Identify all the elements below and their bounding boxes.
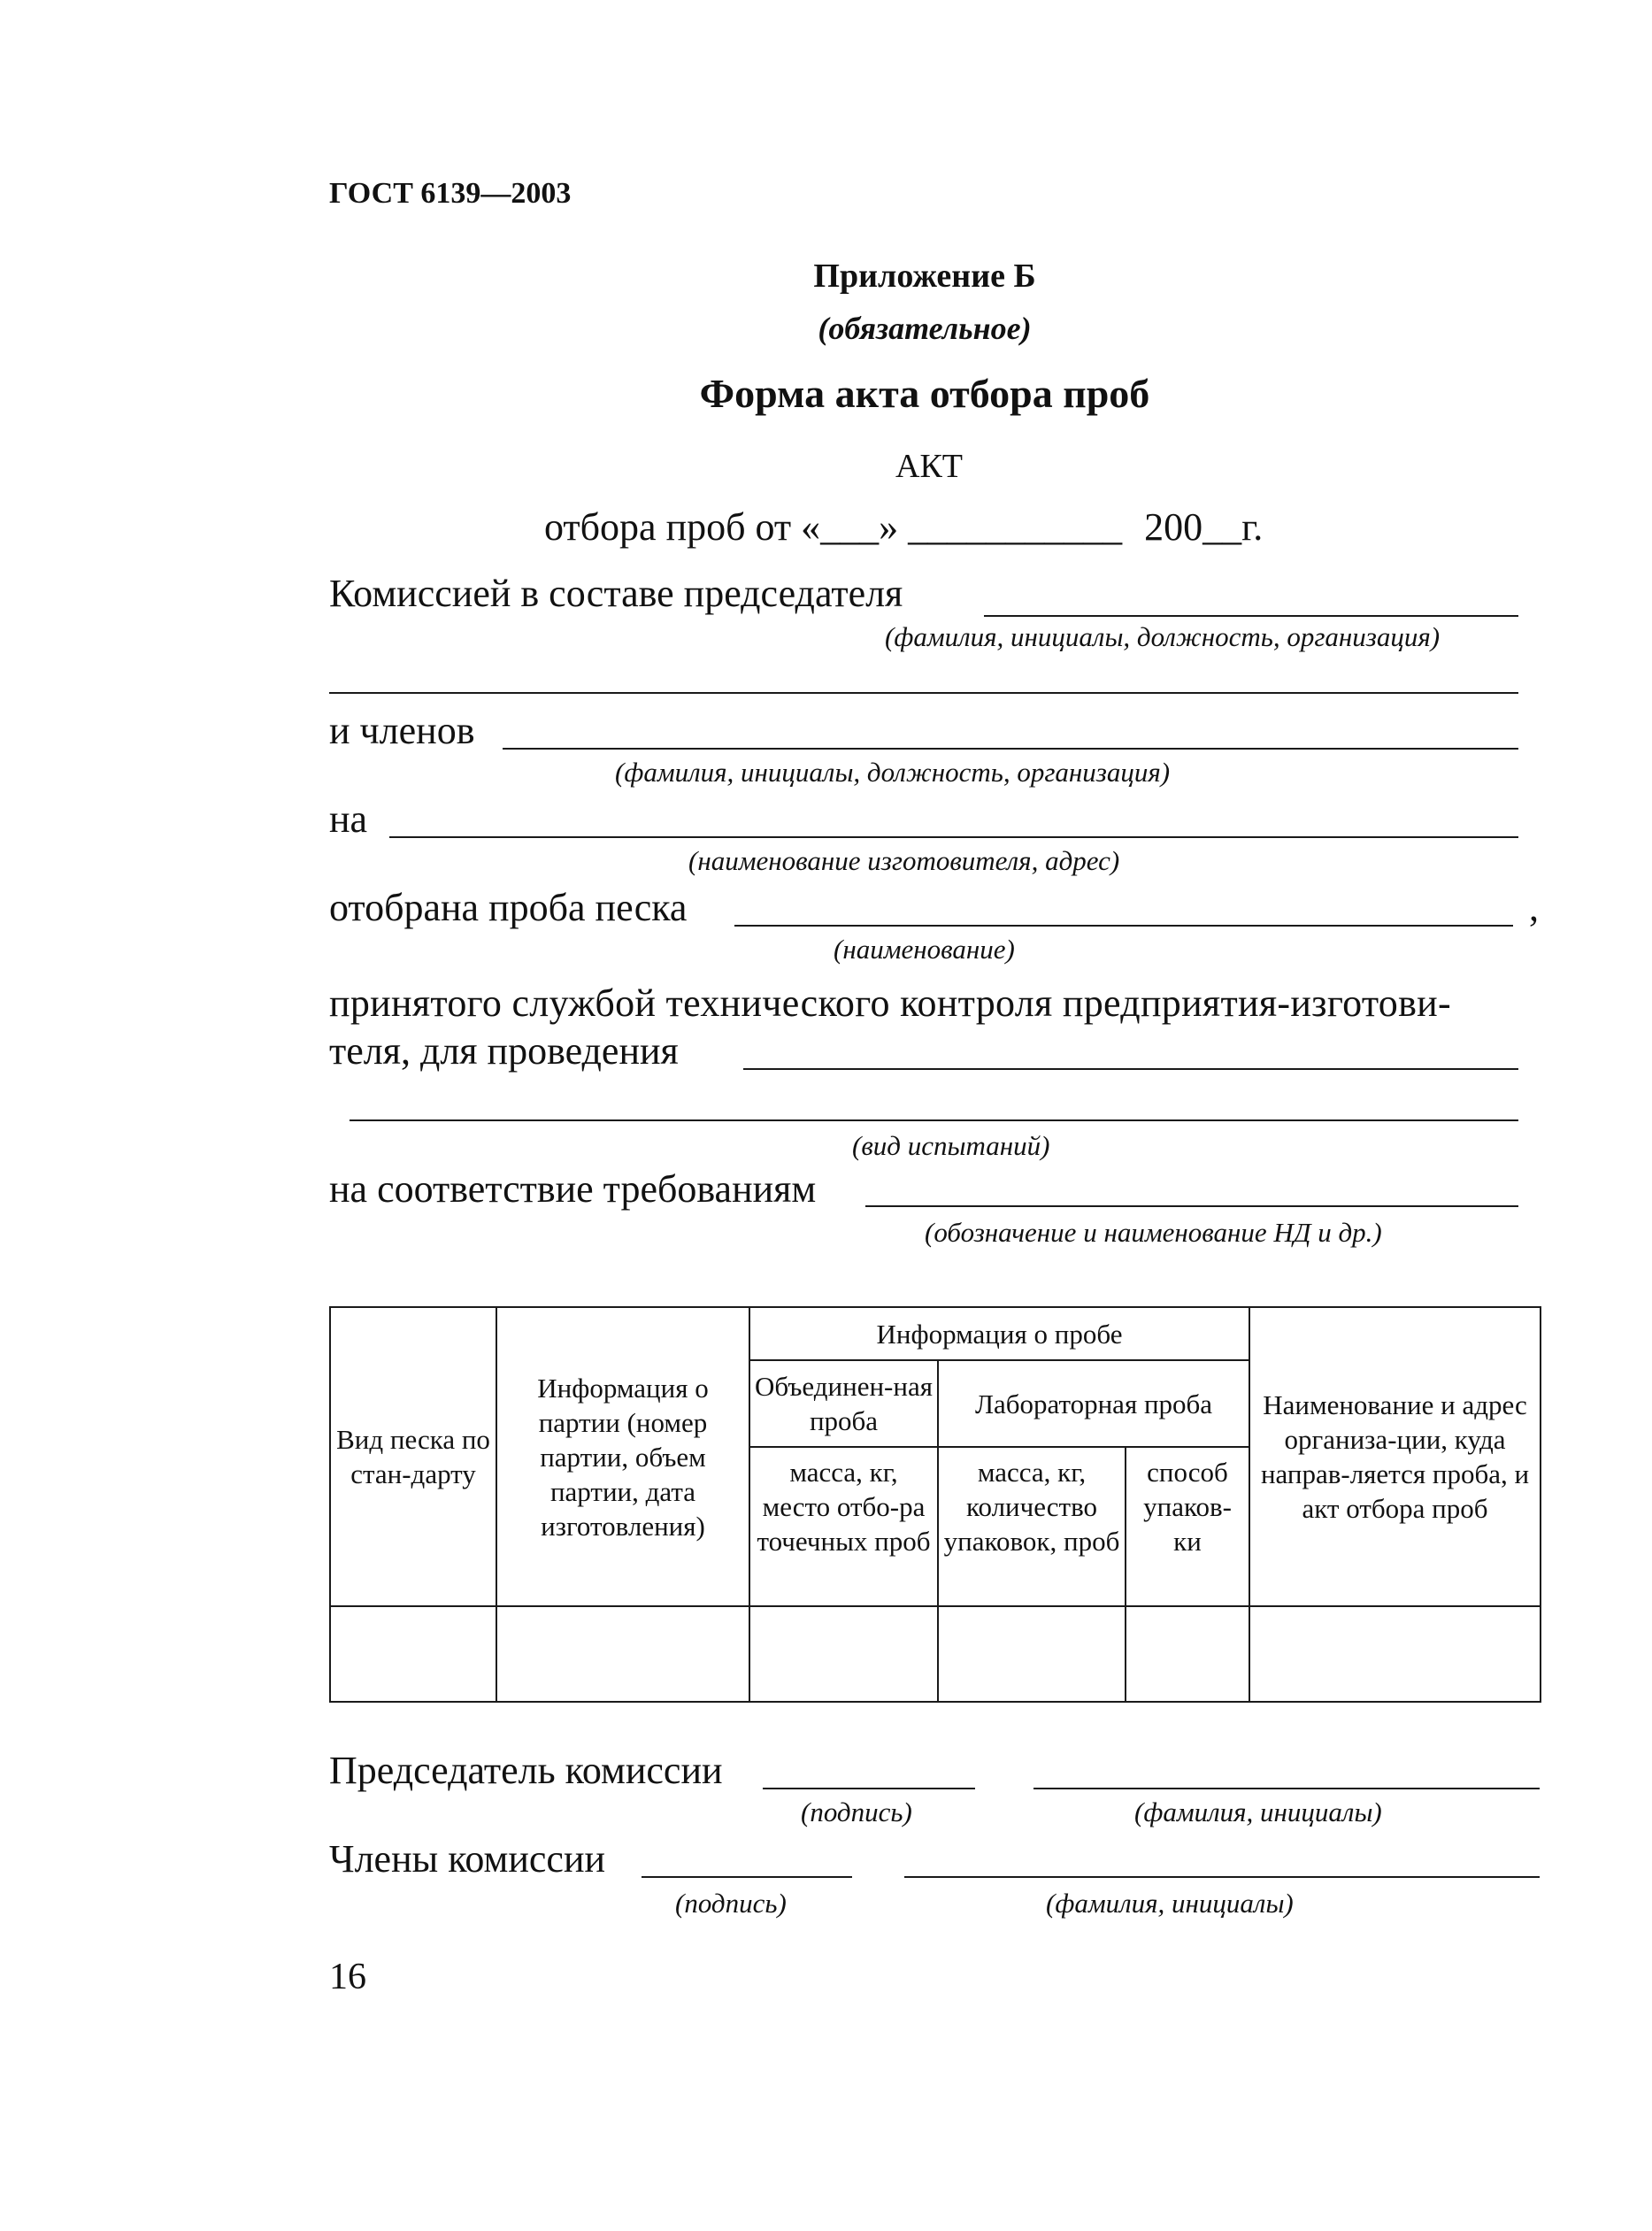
members-signature-hint: (подпись) [675,1888,787,1919]
accepted-text: принятого службой технического контроля предприятия-изготови- [329,981,1451,1025]
date-year: 200__г. [1144,505,1264,549]
header-destination: Наименование и адрес организа-ции, куда направ-ляется проба, и акт отбора проб [1249,1307,1541,1606]
samples-table [329,1306,1541,1703]
compliance-field[interactable] [865,1205,1518,1207]
chairman-signature-hint: (подпись) [801,1796,912,1827]
header-sand-type: Вид песка по стан-дарту [330,1307,496,1606]
compliance-label: на соответствие требованиям [329,1167,817,1211]
members-signature-label: Члены комиссии [329,1837,606,1881]
chairman-field-continued[interactable] [329,692,1518,694]
purpose-hint: (вид испытаний) [852,1130,1050,1161]
members-signature-field[interactable] [642,1876,852,1878]
members-field[interactable] [503,748,1518,750]
page-number: 16 [329,1957,366,1997]
at-hint: (наименование изготовителя, адрес) [688,845,1120,876]
table-cell[interactable] [938,1606,1126,1702]
header-combined-mass: масса, кг, место отбо-ра точечных проб [749,1447,938,1606]
at-label: на [329,797,368,841]
members-name-hint: (фамилия, инициалы) [1046,1888,1294,1919]
act-heading: АКТ [895,448,963,485]
header-lab-mass: масса, кг, количество упаковок, проб [938,1447,1126,1606]
chairman-field[interactable] [984,615,1518,617]
document-header: ГОСТ 6139—2003 [329,177,572,210]
header-lab-sample: Лабораторная проба [938,1360,1249,1447]
table-row [330,1606,1541,1702]
members-hint: (фамилия, инициалы, должность, организация) [615,757,1171,788]
chairman-signature-label: Председатель комиссии [329,1749,723,1792]
table-cell[interactable] [330,1606,496,1702]
date-quote-close: » [879,505,899,549]
table-cell[interactable] [1126,1606,1249,1702]
purpose-field-continued[interactable] [350,1119,1518,1121]
members-name-field[interactable] [904,1876,1540,1878]
date-month-blank[interactable]: ___________ [908,505,1123,549]
header-combined-sample: Объединен-ная проба [749,1360,938,1447]
sample-field[interactable] [734,925,1513,927]
sample-hint: (наименование) [834,934,1015,965]
sample-label: отобрана проба песка [329,886,688,929]
header-sample-info: Информация о пробе [749,1307,1249,1360]
at-field[interactable] [389,836,1518,838]
purpose-field[interactable] [743,1068,1518,1070]
form-title: Форма акта отбора проб [699,371,1150,416]
appendix-subtitle: (обязательное) [818,311,1032,346]
compliance-hint: (обозначение и наименование НД и др.) [925,1217,1382,1248]
header-batch-info: Информация о партии (номер партии, объем партии, дата изготовления) [496,1307,749,1606]
purpose-label: теля, для проведения [329,1029,679,1073]
appendix-title: Приложение Б [813,258,1036,295]
date-prefix: отбора проб от « [544,505,821,549]
date-line [544,504,1263,550]
header-lab-packaging: способ упаков-ки [1126,1447,1249,1606]
chairman-hint: (фамилия, инициалы, должность, организация) [885,621,1441,652]
table-cell[interactable] [1249,1606,1541,1702]
table-cell[interactable] [749,1606,938,1702]
sample-comma: , [1529,886,1539,929]
date-day-blank[interactable]: ___ [820,505,880,549]
table-cell[interactable] [496,1606,749,1702]
chairman-label: Комиссией в составе председателя [329,572,903,615]
chairman-name-field[interactable] [1033,1788,1540,1789]
chairman-name-hint: (фамилия, инициалы) [1134,1796,1382,1827]
chairman-signature-field[interactable] [763,1788,975,1789]
members-label: и членов [329,709,475,752]
